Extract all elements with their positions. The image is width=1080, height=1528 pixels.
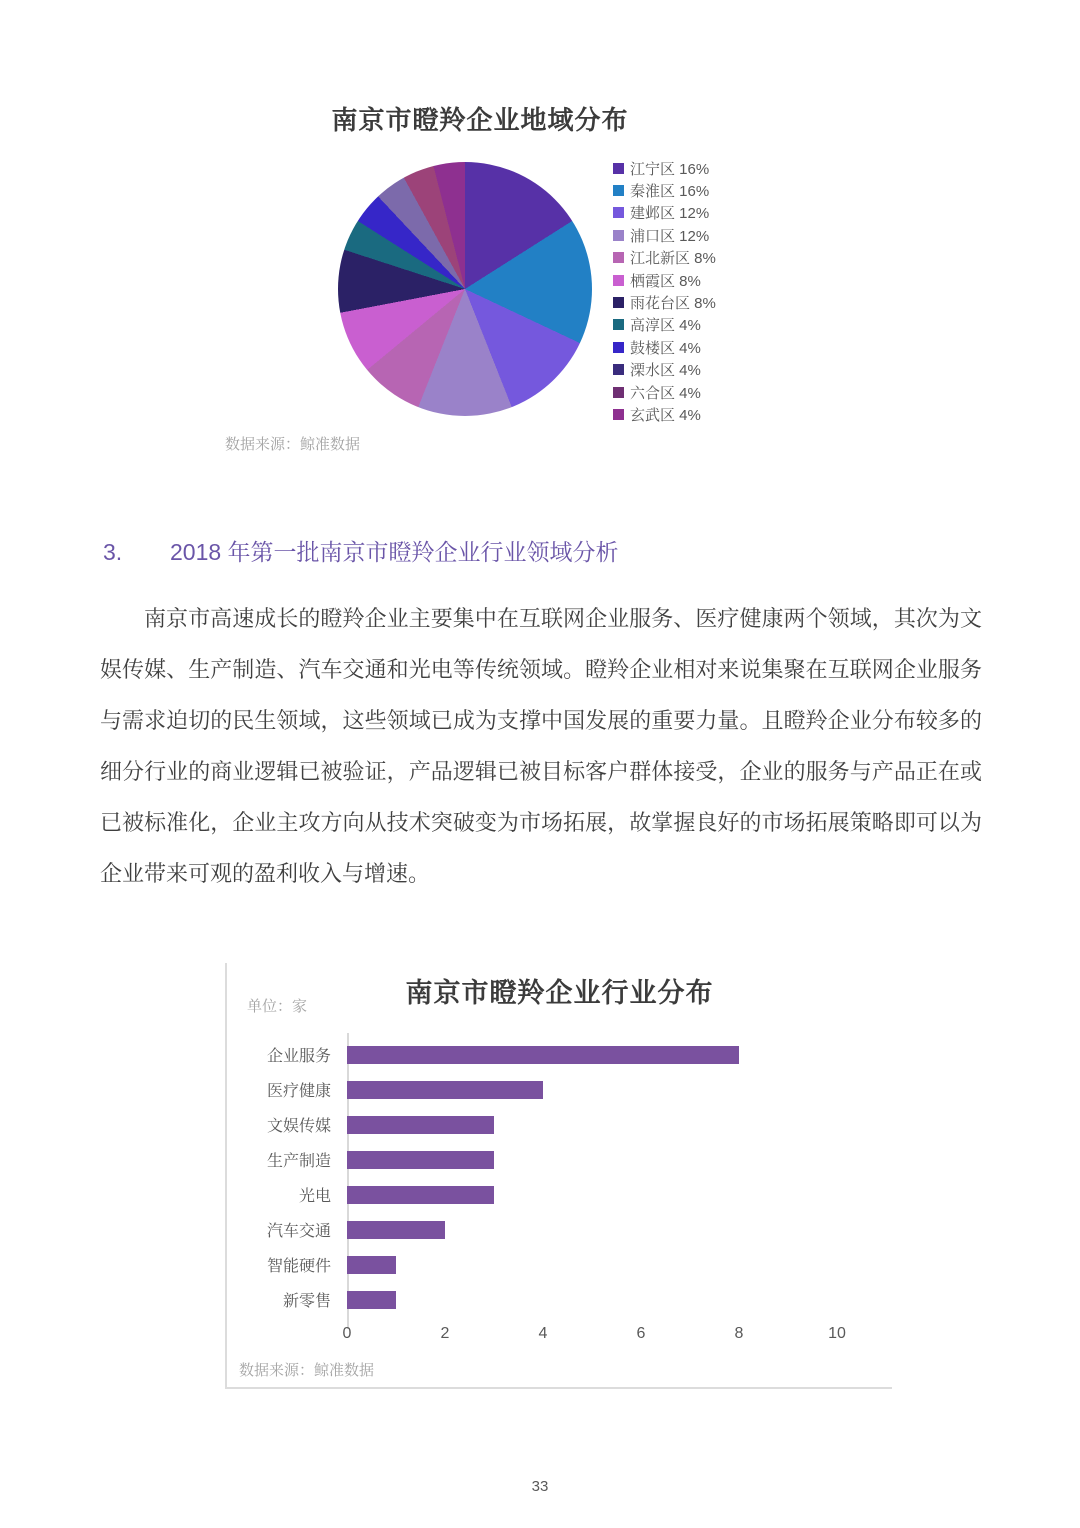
legend-item (613, 314, 716, 336)
bar-row (227, 1072, 892, 1107)
legend-item (613, 381, 716, 403)
legend-swatch (613, 230, 624, 241)
legend-label: 玄武区 4% (630, 406, 701, 424)
bar-source-note: 数据来源：鲸准数据 (239, 1362, 375, 1379)
section-number: 3. (103, 539, 123, 565)
section-title: 2018 年第一批南京市瞪羚企业行业领域分析 (170, 539, 619, 565)
legend-label: 江北新区 8% (630, 250, 716, 268)
legend-swatch (613, 319, 624, 330)
legend-label: 高淳区 4% (630, 317, 701, 335)
pie-chart (338, 162, 592, 416)
bar (347, 1151, 494, 1169)
legend-label: 建邺区 12% (630, 205, 710, 223)
legend-swatch (613, 207, 624, 218)
legend-label: 栖霞区 8% (630, 272, 701, 290)
bar-row (227, 1107, 892, 1142)
bar-category-label: 智能硬件 (266, 1258, 331, 1275)
bar-chart-section (225, 963, 892, 1389)
legend-swatch (613, 297, 624, 308)
pie-source-note: 数据来源：鲸准数据 (225, 436, 361, 453)
x-axis-tick-label: 2 (440, 1325, 450, 1342)
legend-swatch (613, 409, 624, 420)
legend-label: 秦淮区 16% (630, 183, 710, 201)
legend-label: 雨花台区 8% (630, 295, 716, 313)
legend-swatch (613, 275, 624, 286)
x-axis-tick-label: 4 (538, 1325, 548, 1342)
bar (347, 1046, 739, 1064)
legend-swatch (613, 185, 624, 196)
bar (347, 1081, 543, 1099)
pie-chart-title: 南京市瞪羚企业地域分布 (331, 105, 629, 135)
bar-category-label: 汽车交通 (266, 1223, 331, 1240)
legend-swatch (613, 252, 624, 263)
legend-item (613, 157, 716, 179)
bar-rows (227, 1037, 892, 1317)
legend-label: 鼓楼区 4% (630, 339, 701, 357)
legend-swatch (613, 342, 624, 353)
bar (347, 1116, 494, 1134)
bar-row (227, 1177, 892, 1212)
bar-row (227, 1142, 892, 1177)
legend-item (613, 403, 716, 425)
bar-category-label: 新零售 (282, 1293, 331, 1310)
bar (347, 1186, 494, 1204)
bar-category-label: 文娱传媒 (266, 1118, 331, 1135)
bar-category-label: 光电 (298, 1188, 331, 1205)
unit-label: 单位：家 (247, 998, 308, 1015)
legend-item (613, 336, 716, 358)
x-axis-tick-label: 6 (636, 1325, 646, 1342)
legend-item (613, 359, 716, 381)
bar-category-label: 医疗健康 (266, 1083, 331, 1100)
legend-item (613, 202, 716, 224)
legend-item (613, 247, 716, 269)
legend-item (613, 291, 716, 313)
bar-row (227, 1282, 892, 1317)
pie-legend (613, 157, 716, 426)
body-paragraph: 南京市高速成长的瞪羚企业主要集中在互联网企业服务、医疗健康两个领域，其次为文娱传媒、生产制造、汽车交通和光电等传统领域。瞪羚企业相对来说集聚在互联网企业服务与需求迫切的民生领域，这些领域已成为支撑中国发展的重要力量。且瞪羚企业分布较多的细分行业的商业逻辑已被验证，产品逻辑已被目标客户群体接受，企业的服务与产品正在或已被标准化，企业主攻方向从技术突破变为市场拓展，故掌握良好的市场拓展策略即可以为企业带来可观的盈利收入与增速。 (100, 606, 982, 886)
legend-swatch (613, 364, 624, 375)
legend-swatch (613, 387, 624, 398)
section-heading (103, 537, 619, 567)
page-number: 33 (531, 1478, 549, 1495)
legend-label: 浦口区 12% (630, 227, 710, 245)
bar (347, 1291, 396, 1309)
legend-label: 江宁区 16% (630, 160, 710, 178)
bar-category-label: 生产制造 (266, 1153, 331, 1170)
legend-item (613, 179, 716, 201)
bar-row (227, 1037, 892, 1072)
x-axis-tick-label: 8 (734, 1325, 744, 1342)
legend-label: 六合区 4% (630, 384, 701, 402)
x-axis-tick-label: 10 (828, 1325, 846, 1342)
bar (347, 1221, 445, 1239)
legend-item (613, 269, 716, 291)
bar-chart-title: 南京市瞪羚企业行业分布 (405, 978, 714, 1008)
bar-row (227, 1247, 892, 1282)
x-axis-ticks (342, 1325, 847, 1347)
bar-row (227, 1212, 892, 1247)
legend-item (613, 224, 716, 246)
legend-swatch (613, 163, 624, 174)
legend-label: 溧水区 4% (630, 362, 701, 380)
bar-category-label: 企业服务 (266, 1048, 331, 1065)
bar (347, 1256, 396, 1274)
x-axis-tick-label: 0 (342, 1325, 352, 1342)
